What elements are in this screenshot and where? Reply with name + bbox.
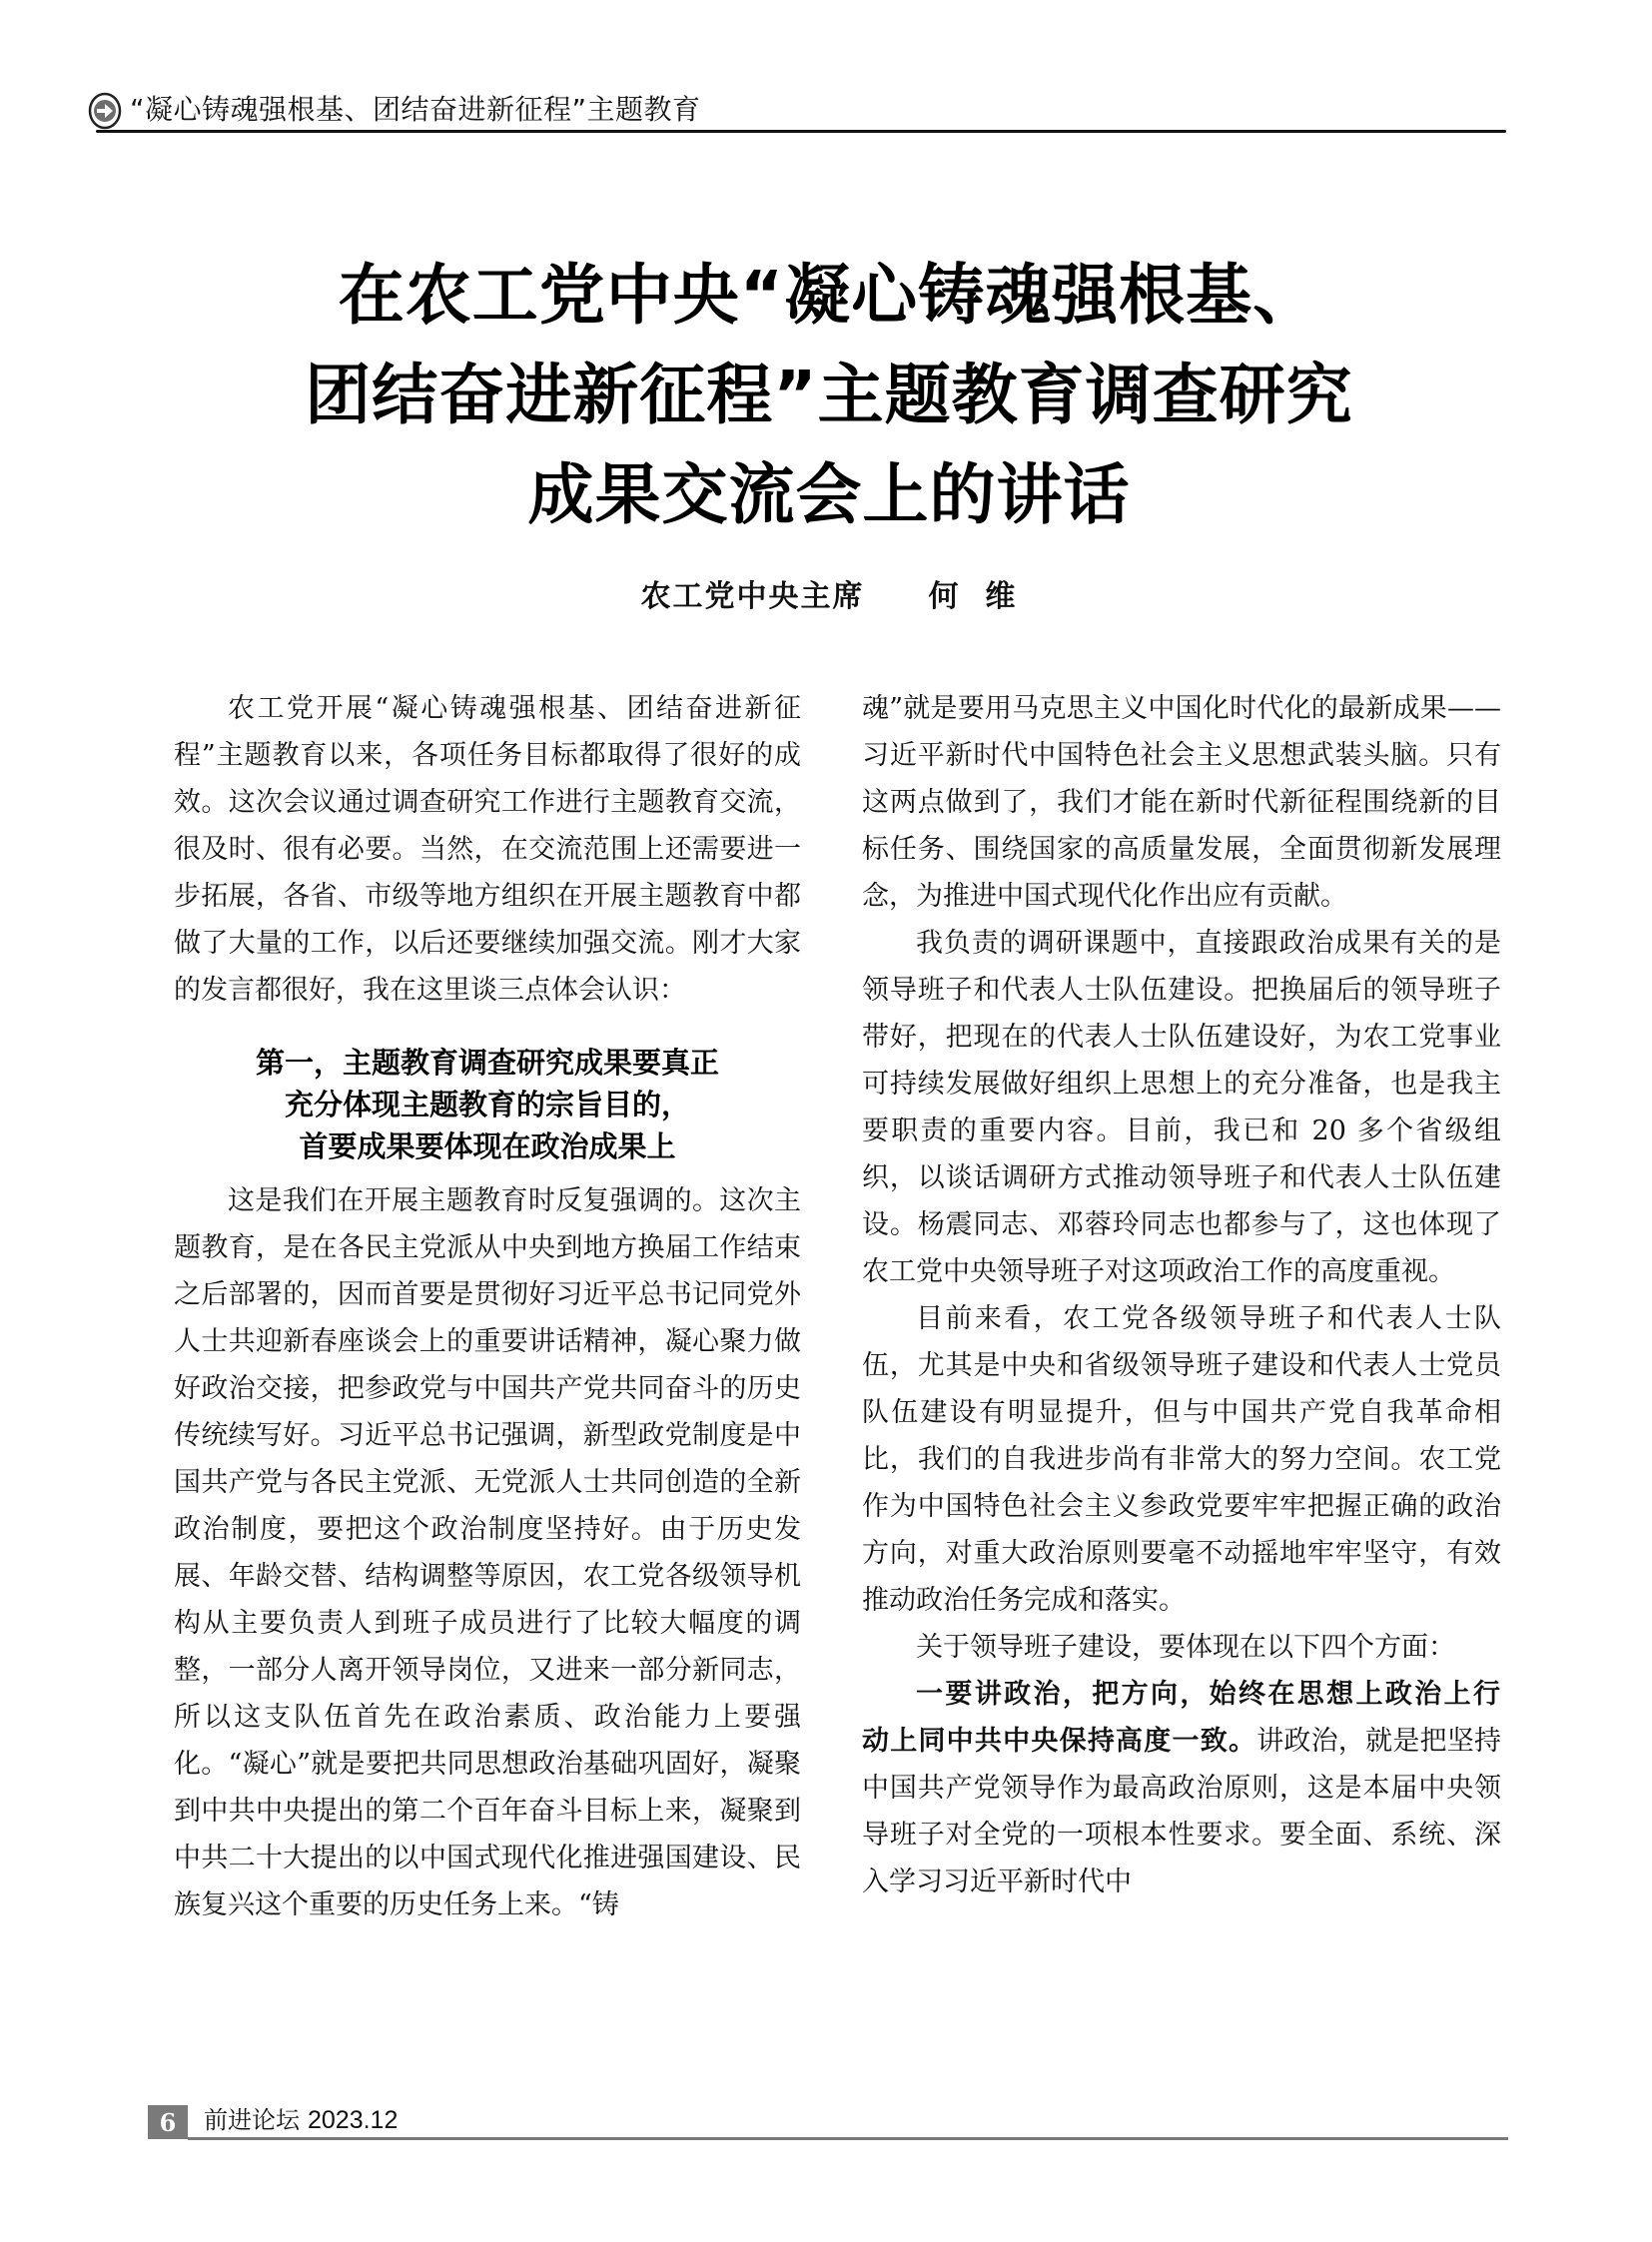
journal-name: 前进论坛 (204, 2106, 300, 2134)
title-line: 成果交流会上的讲话 (527, 456, 1131, 533)
article-title (160, 246, 1498, 545)
right-column (862, 685, 1501, 1905)
continued-paragraph: 魂”就是要用马克思主义中国化时代化的最新成果——习近平新时代中国特色社会主义思想武装头脑。只有这两点做到了，我们才能在新时代新征程围绕新的目标任务、围绕国家的高质量发展，全面贯彻新发展理念，为推进中国式现代化作出应有贡献。 (862, 693, 1501, 912)
left-column (174, 685, 801, 1928)
page-footer (148, 2101, 1508, 2145)
footer-rule (188, 2137, 1508, 2140)
body-paragraph: 关于领导班子建设，要体现在以下四个方面： (916, 1632, 1455, 1663)
body-paragraph (862, 1671, 1501, 1905)
running-header (88, 88, 1508, 134)
page-number: 6 (148, 2105, 188, 2139)
section-heading (174, 1042, 801, 1167)
section-heading-line: 第一，主题教育调查研究成果要真正 (255, 1046, 719, 1080)
issue-date: 2023.12 (308, 2106, 399, 2134)
title-line: 团结奋进新征程”主题教育调查研究 (305, 357, 1353, 433)
body-paragraph: 目前来看，农工党各级领导班子和代表人士队伍，尤其是中央和省级领导班子建设和代表人士党员队伍建设有明显提升，但与中国共产党自我革命相比，我们的自我进步尚有非常大的努力空间。农工党作为中国特色社会主义参政党要牢牢把握正确的政治方向，对重大政治原则要毫不动摇地牢牢坚守，有效推动政治任务完成和落实。 (862, 1303, 1501, 1616)
bold-lead-sentence: 一要讲政治，把方向，始终在思想上政治上行动上同中共中央保持高度一致。 (862, 1679, 1501, 1757)
title-line: 在农工党中央“凝心铸魂强根基、 (338, 257, 1320, 334)
circle-arrow-right-icon (88, 92, 122, 130)
header-rule (96, 130, 1506, 133)
body-paragraph: 这是我们在开展主题教育时反复强调的。这次主题教育，是在各民主党派从中央到地方换届工作结束之后部署的，因而首要是贯彻好习近平总书记同党外人士共迎新春座谈会上的重要讲话精神，凝心聚力做好政治交接，把参政党与中国共产党共同奋斗的历史传统续写好。习近平总书记强调，新型政党制度是中国共产党与各民主党派、无党派人士共同创造的全新政治制度，要把这个政治制度坚持好。由于历史发展、年龄交替、结构调整等原因，农工党各级领导机构从主要负责人到班子成员进行了比较大幅度的调整，一部分人离开领导岗位，又进来一部分新同志，所以这支队伍首先在政治素质、政治能力上要强化。“凝心”就是要把共同思想政治基础巩固好，凝聚到中共中央提出的第二个百年奋斗目标上来，凝聚到中共二十大提出的以中国式现代化推进强国建设、民族复兴这个重要的历史任务上来。“铸 (174, 1185, 801, 1920)
intro-paragraph: 农工党开展“凝心铸魂强根基、团结奋进新征程”主题教育以来，各项任务目标都取得了很好的成效。这次会议通过调查研究工作进行主题教育交流，很及时、很有必要。当然，在交流范围上还需要进一步拓展，各省、市级等地方组织在开展主题教育中都做了大量的工作，以后还要继续加强交流。刚才大家的发言都很好，我在这里谈三点体会认识： (174, 693, 801, 1006)
author-byline: 农工党中央主席 何 维 (640, 579, 1018, 614)
section-heading-line: 首要成果要体现在政治成果上 (299, 1129, 676, 1163)
paragraph-text: 讲政治，就是把坚持中国共产党领导作为最高政治原则，这是本届中央领导班子对全党的一项根本性要求。要全面、系统、深入学习习近平新时代中 (862, 1726, 1502, 1897)
body-paragraph: 我负责的调研课题中，直接跟政治成果有关的是领导班子和代表人士队伍建设。把换届后的领导班子带好，把现在的代表人士队伍建设好，为农工党事业可持续发展做好组织上思想上的充分准备，也是我主要职责的重要内容。目前，我已和 20 多个省级组织，以谈话调研方式推动领导班子和代表人士队伍建设。杨震同志、邓蓉玲同志也都参与了，这也体现了农工党中央领导班子对这项政治工作的高度重视。 (862, 928, 1501, 1287)
running-header-title: “凝心铸魂强根基、团结奋进新征程”主题教育 (130, 93, 701, 126)
section-heading-line: 充分体现主题教育的宗旨目的， (284, 1088, 690, 1121)
